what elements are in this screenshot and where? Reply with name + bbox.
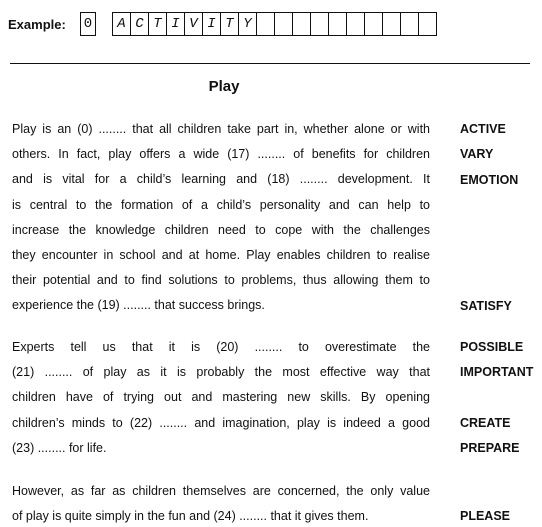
letter-box: C xyxy=(131,12,149,36)
text-line: is central to the formation of a child’s personality and can help to xyxy=(12,197,430,212)
keyword-active: ACTIVE xyxy=(460,122,506,136)
text-line: they encounter in school and at home. Play enables children to realise xyxy=(12,248,430,262)
letter-box xyxy=(365,12,383,36)
text-line: Play is an (0) ........ that all children take part in, whether alone or with xyxy=(12,122,430,136)
keyword-create: CREATE xyxy=(460,416,511,430)
divider-line xyxy=(10,63,530,64)
keyword-emotion: EMOTION xyxy=(460,173,519,187)
text-line: However, as far as children themselves are concerned, the only value xyxy=(12,484,430,498)
text-line: experience the (19) ........ that success brings. xyxy=(12,298,265,313)
text-line: (23) ........ for life. xyxy=(12,440,107,455)
page-title: Play xyxy=(208,78,240,95)
keyword-important: IMPORTANT xyxy=(460,365,534,379)
letter-box: I xyxy=(203,12,221,36)
text-line: (21) ........ of play as it is probably the most effective way that xyxy=(12,365,430,380)
example-label: Example: xyxy=(8,16,66,32)
letter-box xyxy=(347,12,365,36)
text-line: of play is quite simply in the fun and (24) ........ that it gives them. xyxy=(12,509,369,524)
text-line: increase the knowledge children need to cope with the challenges xyxy=(12,222,430,237)
keyword-please: PLEASE xyxy=(460,509,511,523)
letter-box: I xyxy=(167,12,185,36)
letter-box: T xyxy=(149,12,167,36)
letter-box xyxy=(293,12,311,36)
letter-box xyxy=(401,12,419,36)
example-number-box: 0 xyxy=(80,12,96,36)
letter-box: T xyxy=(221,12,239,36)
letter-box xyxy=(275,12,293,36)
letter-box xyxy=(311,12,329,36)
text-line: children’s minds to (22) ........ and imagination, play is indeed a good xyxy=(12,415,430,430)
text-line: others. In fact, play offers a wide (17) ........ of benefits for children xyxy=(12,147,430,162)
letter-box xyxy=(257,12,275,36)
text-line: Experts tell us that it is (20) ........ to overestimate the xyxy=(12,340,430,354)
text-line: and is vital for a child’s learning and (18) ........ development. It xyxy=(12,172,430,187)
letter-box: A xyxy=(113,12,131,36)
answer-boxes xyxy=(112,12,437,36)
letter-box: V xyxy=(185,12,203,36)
example-row xyxy=(8,10,437,38)
keyword-satisfy: SATISFY xyxy=(460,299,512,313)
text-line: their potential and to find solutions to problems, thus allowing them to xyxy=(12,273,430,288)
text-line: children have of trying out and mastering new skills. By opening xyxy=(12,390,430,405)
keyword-possible: POSSIBLE xyxy=(460,340,524,354)
keyword-vary: VARY xyxy=(460,147,494,161)
keyword-prepare: PREPARE xyxy=(460,441,520,455)
letter-box xyxy=(383,12,401,36)
letter-box xyxy=(329,12,347,36)
letter-box xyxy=(419,12,437,36)
letter-box: Y xyxy=(239,12,257,36)
